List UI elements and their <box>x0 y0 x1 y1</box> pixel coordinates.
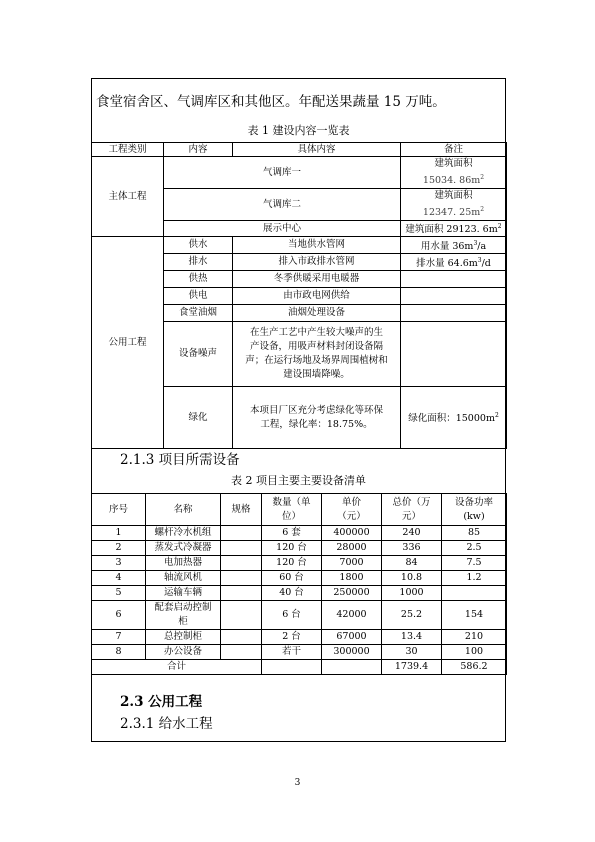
t1-main-note-1: 建筑面积 15034. $86m^2$ <box>401 157 507 189</box>
t1-header-note: 备注 <box>401 143 507 157</box>
t2-total-power: 586.2 <box>442 660 507 675</box>
t2-cell-price: 250000 <box>322 586 382 601</box>
t1-category-utility: 公用工程 <box>92 237 164 449</box>
t2-cell-name: 配套启动控制 柜 <box>146 601 221 630</box>
t1-main-note-2: 建筑面积 12347. $25m^2$ <box>401 189 507 221</box>
construction-content-table <box>91 142 507 449</box>
t2-cell-no: 2 <box>92 541 146 556</box>
t2-cell-spec <box>221 541 262 556</box>
t2-total-empty-qty <box>262 660 322 675</box>
table2-caption: 表 2 项目主要主要设备清单 <box>231 474 366 487</box>
t2-cell-qty: 40 台 <box>262 586 322 601</box>
t1-category-main: 主体工程 <box>92 157 164 237</box>
t2-cell-spec <box>221 601 262 630</box>
table-row <box>92 556 507 571</box>
t2-cell-no: 8 <box>92 645 146 660</box>
t2-total-empty-price <box>322 660 382 675</box>
t1-main-content-3: 展示中心 <box>164 221 401 237</box>
t2-cell-power: 154 <box>442 601 507 630</box>
t2-cell-spec <box>221 571 262 586</box>
table-row <box>92 645 507 660</box>
t2-cell-spec <box>221 526 262 541</box>
section-heading-2-3-1: 2.3.1 给水工程 <box>120 716 213 732</box>
t2-cell-spec <box>221 645 262 660</box>
t2-header-spec: 规格 <box>221 494 262 526</box>
t1-utility-content-2: 排水 <box>164 254 233 271</box>
t2-header-name: 名称 <box>146 494 221 526</box>
t2-cell-power: 7.5 <box>442 556 507 571</box>
t2-cell-total: 30 <box>382 645 442 660</box>
t2-cell-power: 2.5 <box>442 541 507 556</box>
t2-cell-price: 7000 <box>322 556 382 571</box>
table-row <box>92 541 507 556</box>
t1-green-label: 绿化 <box>164 387 233 449</box>
t2-header-total: 总价（万 元） <box>382 494 442 526</box>
t1-utility-detail-2: 排入市政排水管网 <box>233 254 401 271</box>
t2-cell-no: 3 <box>92 556 146 571</box>
t2-cell-no: 5 <box>92 586 146 601</box>
t2-cell-power: 1.2 <box>442 571 507 586</box>
t2-cell-spec <box>221 630 262 645</box>
t1-noise-note <box>401 322 507 387</box>
t2-cell-qty: 若干 <box>262 645 322 660</box>
t2-cell-total: 84 <box>382 556 442 571</box>
t2-cell-power: 210 <box>442 630 507 645</box>
t2-cell-total: 336 <box>382 541 442 556</box>
t1-utility-detail-4: 由市政电网供给 <box>233 288 401 305</box>
t1-utility-detail-5: 油烟处理设备 <box>233 305 401 322</box>
section-heading-2-3: 2.3 公用工程 <box>120 694 203 710</box>
t2-total-sum: 1739.4 <box>382 660 442 675</box>
t1-utility-detail-1: 当地供水管网 <box>233 237 401 254</box>
t2-cell-name: 总控制柜 <box>146 630 221 645</box>
table-row <box>92 586 507 601</box>
t2-cell-qty: 120 台 <box>262 556 322 571</box>
t2-total-label: 合计 <box>92 660 262 675</box>
t2-cell-price: 67000 <box>322 630 382 645</box>
page-number: 3 <box>294 778 301 788</box>
t1-noise-label: 设备噪声 <box>164 322 233 387</box>
t1-utility-content-3: 供热 <box>164 271 233 288</box>
t2-header-row <box>92 494 507 526</box>
t2-cell-no: 6 <box>92 601 146 630</box>
t2-cell-name: 螺杆冷水机组 <box>146 526 221 541</box>
t1-utility-note-5 <box>401 305 507 322</box>
equipment-list-table <box>91 493 507 675</box>
t2-cell-qty: 6 套 <box>262 526 322 541</box>
t1-utility-note-1: 用水量 $36m^3/a$ <box>401 237 507 254</box>
t2-cell-price: 300000 <box>322 645 382 660</box>
t2-cell-name: 蒸发式冷凝器 <box>146 541 221 556</box>
t1-header-content: 内容 <box>164 143 233 157</box>
t2-cell-spec <box>221 556 262 571</box>
t1-main-note-3: 建筑面积 29123. $6m^2$ <box>401 221 507 237</box>
t2-cell-spec <box>221 586 262 601</box>
t2-cell-name: 电加热器 <box>146 556 221 571</box>
t2-cell-name: 轴流风机 <box>146 571 221 586</box>
t2-cell-total: 240 <box>382 526 442 541</box>
t2-cell-price: 400000 <box>322 526 382 541</box>
t2-cell-total: 10.8 <box>382 571 442 586</box>
t1-utility-content-1: 供水 <box>164 237 233 254</box>
t2-cell-total: 25.2 <box>382 601 442 630</box>
table-row <box>92 601 507 630</box>
section-heading-2-1-3: 2.1.3 项目所需设备 <box>120 452 240 468</box>
t2-cell-total: 13.4 <box>382 630 442 645</box>
t2-cell-price: 42000 <box>322 601 382 630</box>
t2-cell-qty: 2 台 <box>262 630 322 645</box>
intro-paragraph: 食堂宿舍区、气调库区和其他区。年配送果蔬量 15 万吨。 <box>96 94 446 110</box>
t2-cell-no: 1 <box>92 526 146 541</box>
total-row <box>92 660 507 675</box>
t1-utility-note-3 <box>401 271 507 288</box>
t1-utility-content-5: 食堂油烟 <box>164 305 233 322</box>
t2-header-power: 设备功率 (kw) <box>442 494 507 526</box>
t2-header-qty: 数量（单 位） <box>262 494 322 526</box>
table-row <box>92 630 507 645</box>
t1-header-detail: 具体内容 <box>233 143 401 157</box>
t2-cell-total: 1000 <box>382 586 442 601</box>
t2-cell-price: 28000 <box>322 541 382 556</box>
t1-header-category: 工程类别 <box>92 143 164 157</box>
t2-cell-name: 运输车辆 <box>146 586 221 601</box>
t2-cell-power <box>442 586 507 601</box>
table1-caption: 表 1 建设内容一览表 <box>247 124 350 137</box>
t2-cell-qty: 120 台 <box>262 541 322 556</box>
table-row <box>92 526 507 541</box>
t1-utility-content-4: 供电 <box>164 288 233 305</box>
t2-cell-no: 7 <box>92 630 146 645</box>
t1-utility-detail-3: 冬季供暖采用电暖器 <box>233 271 401 288</box>
t2-cell-qty: 60 台 <box>262 571 322 586</box>
t2-cell-power: 85 <box>442 526 507 541</box>
t1-noise-detail: 在生产工艺中产生较大噪声的生 产设备，用吸声材料封闭设备隔 声；在运行场地及场界周围植树和 建设围墙降噪。 <box>233 322 401 387</box>
t1-utility-note-2: 排水量 $64.6m^3/d$ <box>401 254 507 271</box>
t1-green-note: 绿化面积：$15000m^2$ <box>401 387 507 449</box>
t1-main-content-1: 气调库一 <box>164 157 401 189</box>
table-row <box>92 571 507 586</box>
t2-cell-name: 办公设备 <box>146 645 221 660</box>
t2-header-no: 序号 <box>92 494 146 526</box>
t2-header-price: 单价 （元） <box>322 494 382 526</box>
t2-cell-power: 100 <box>442 645 507 660</box>
t1-main-content-2: 气调库二 <box>164 189 401 221</box>
t2-cell-no: 4 <box>92 571 146 586</box>
t1-utility-note-4 <box>401 288 507 305</box>
t2-cell-price: 1800 <box>322 571 382 586</box>
t1-green-detail: 本项目厂区充分考虑绿化等环保 工程，绿化率：18.75%。 <box>233 387 401 449</box>
t2-cell-qty: 6 台 <box>262 601 322 630</box>
